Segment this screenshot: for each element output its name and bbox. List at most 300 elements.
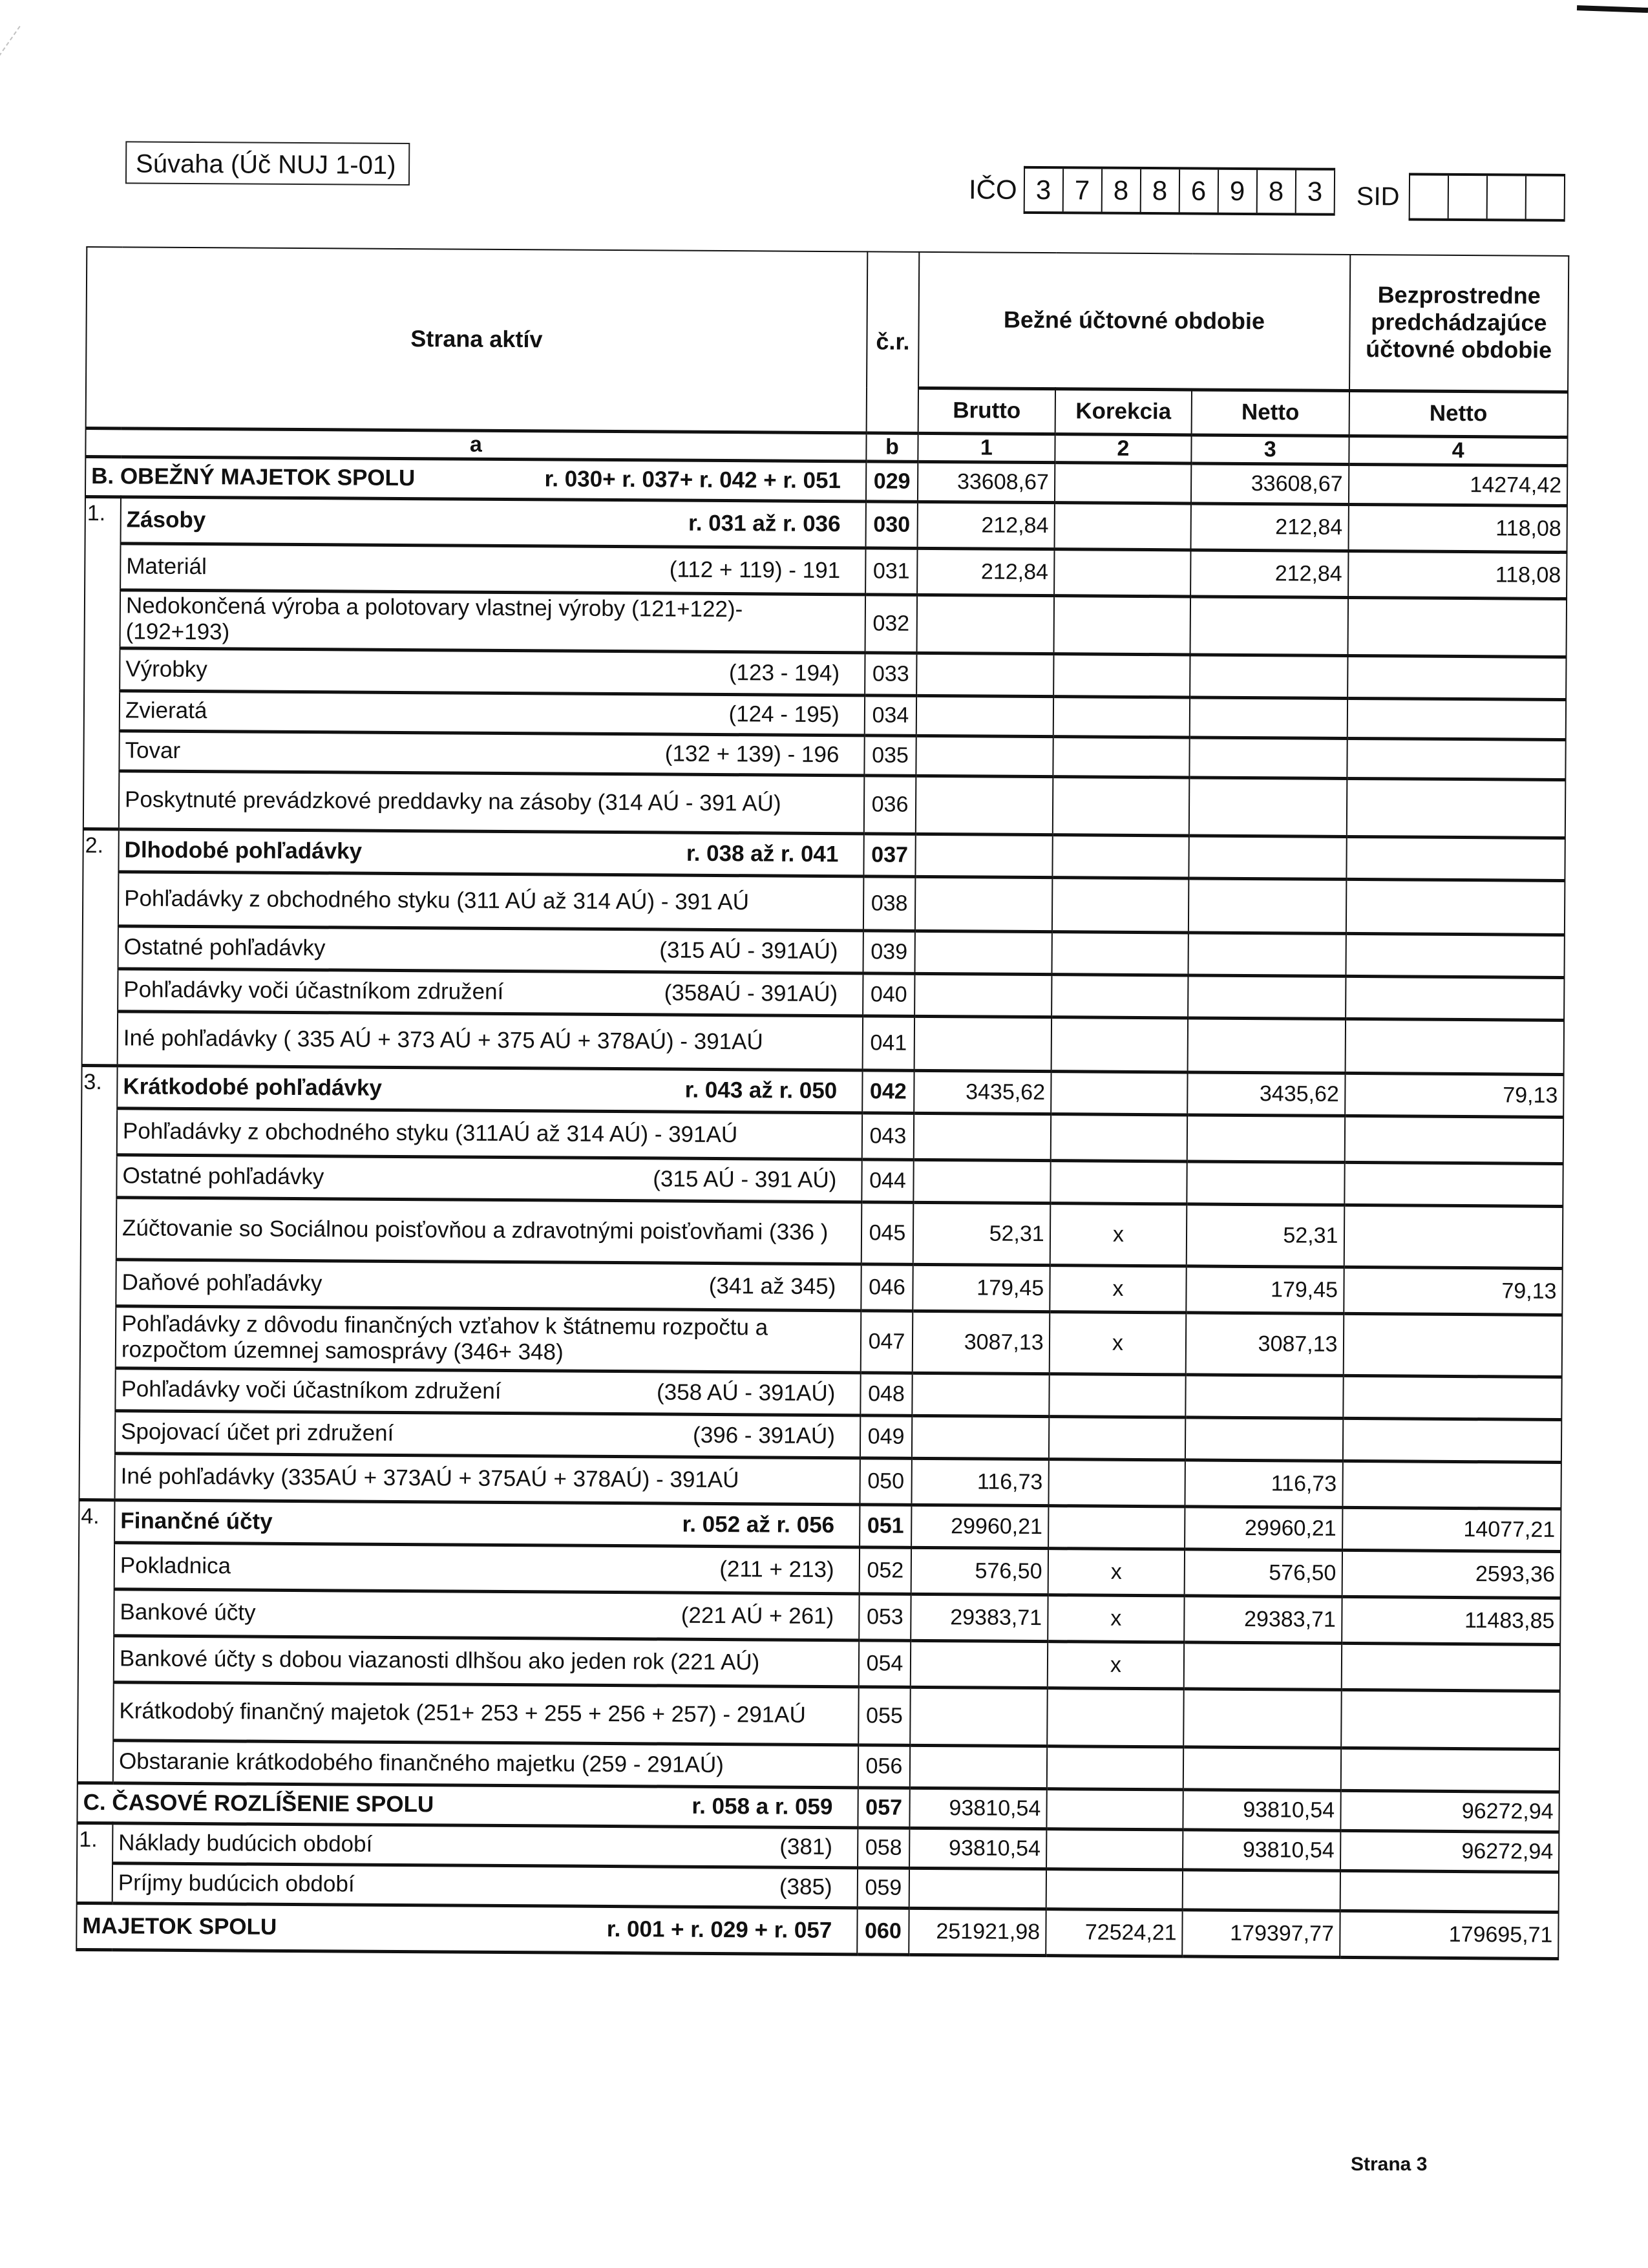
value-netto-prev[interactable]	[1346, 879, 1565, 935]
value-brutto[interactable]: 52,31	[913, 1202, 1050, 1265]
row-label: Nedokončená výroba a polotovary vlastnej výroby (121+122)-(192+193)	[126, 593, 832, 649]
value-korekcia[interactable]	[1050, 1114, 1187, 1161]
value-netto-prev[interactable]: 2593,36	[1342, 1550, 1561, 1598]
row-label: Daňové pohľadávky	[121, 1269, 701, 1298]
ico-digit: 3	[1296, 170, 1335, 213]
row-label-cell	[76, 1903, 857, 1954]
row-label-cell	[120, 589, 865, 652]
ico-field	[969, 165, 1335, 215]
ico-digit: 3	[1024, 169, 1063, 211]
value-brutto[interactable]	[916, 736, 1053, 776]
value-brutto[interactable]: 212,84	[918, 502, 1055, 549]
row-number: 039	[863, 930, 915, 973]
value-brutto[interactable]	[910, 1745, 1047, 1788]
value-netto[interactable]	[1188, 1017, 1346, 1072]
ico-digit: 8	[1102, 169, 1141, 212]
row-label-cell	[114, 1589, 859, 1640]
value-brutto[interactable]	[916, 653, 1053, 696]
value-korekcia[interactable]: x	[1048, 1595, 1185, 1642]
value-netto[interactable]	[1183, 1746, 1341, 1790]
value-korekcia[interactable]	[1051, 1017, 1188, 1072]
value-netto[interactable]	[1185, 1417, 1343, 1460]
row-formula: (358 AÚ - 391AÚ)	[649, 1379, 854, 1406]
section-number: 1.	[83, 496, 121, 829]
row-label-cell	[113, 1740, 858, 1787]
value-netto[interactable]: 29383,71	[1184, 1595, 1342, 1642]
row-label-cell	[120, 690, 865, 735]
value-korekcia[interactable]: x	[1048, 1548, 1185, 1595]
row-number: 032	[865, 594, 917, 652]
row-formula: (315 AÚ - 391AÚ)	[651, 937, 857, 964]
section-number: 3.	[79, 1065, 117, 1500]
value-korekcia[interactable]	[1054, 549, 1191, 596]
row-formula: (211 + 213)	[712, 1556, 854, 1583]
value-netto-prev[interactable]: 118,08	[1348, 504, 1567, 552]
header-letter-a: a	[85, 428, 866, 461]
row-label: B. OBEŽNÝ MAJETOK SPOLU	[91, 463, 537, 492]
value-korekcia[interactable]	[1053, 736, 1190, 777]
header-letter-b: b	[866, 432, 918, 461]
value-korekcia[interactable]: x	[1050, 1203, 1187, 1266]
header-col-4: 4	[1349, 436, 1568, 465]
row-label: Zásoby	[127, 507, 681, 536]
value-korekcia[interactable]: 72524,21	[1046, 1909, 1183, 1956]
row-number: 037	[863, 833, 916, 876]
row-label-cell	[117, 1065, 862, 1112]
row-formula: r. 058 a r. 059	[684, 1794, 852, 1821]
value-netto-prev[interactable]	[1347, 655, 1567, 699]
row-label-cell	[113, 1682, 858, 1744]
value-netto[interactable]: 3435,62	[1187, 1072, 1345, 1115]
row-label-cell	[118, 871, 863, 930]
value-netto-prev[interactable]	[1344, 1162, 1563, 1206]
row-formula: r. 043 až r. 050	[677, 1077, 857, 1105]
row-formula: r. 030+ r. 037+ r. 042 + r. 051	[536, 466, 860, 494]
row-formula: (132 + 139) - 196	[657, 741, 859, 768]
row-number: 052	[859, 1547, 911, 1593]
value-brutto[interactable]	[913, 1373, 1050, 1416]
row-label: Pokladnica	[120, 1553, 712, 1582]
value-netto[interactable]: 116,73	[1185, 1459, 1343, 1507]
value-netto[interactable]: 3087,13	[1186, 1312, 1344, 1375]
value-netto-prev[interactable]	[1346, 836, 1565, 880]
table-row	[80, 1306, 1563, 1377]
value-netto[interactable]: 212,84	[1190, 549, 1348, 597]
row-label: Pohľadávky z dôvodu finančných vzťahov k štátnemu rozpočtu a rozpočtom územnej samosprávy (346+ 348)	[121, 1311, 828, 1367]
value-korekcia[interactable]	[1046, 1828, 1183, 1869]
row-number: 033	[865, 652, 917, 695]
row-label: Výrobky	[125, 656, 721, 686]
value-korekcia[interactable]	[1055, 462, 1192, 503]
value-netto[interactable]	[1187, 1114, 1345, 1161]
header-col-2: 2	[1055, 434, 1192, 463]
row-formula: (221 AÚ + 261)	[673, 1603, 854, 1630]
row-label-cell	[118, 926, 863, 973]
row-label: Tovar	[125, 737, 657, 767]
row-number: 029	[866, 461, 918, 501]
value-korekcia[interactable]: x	[1050, 1265, 1187, 1312]
row-label-cell	[115, 1368, 860, 1415]
row-number: 058	[858, 1827, 910, 1867]
value-korekcia[interactable]	[1046, 1869, 1183, 1909]
sid-digit	[1448, 176, 1487, 218]
section-number: 2.	[82, 829, 119, 1065]
value-netto[interactable]: 93810,54	[1183, 1789, 1341, 1830]
value-netto-prev[interactable]	[1347, 698, 1566, 739]
table-row	[79, 1453, 1561, 1509]
value-korekcia[interactable]	[1054, 502, 1191, 549]
value-netto-prev[interactable]	[1346, 976, 1565, 1020]
header-col-1: 1	[918, 433, 1055, 462]
ico-digit: 6	[1179, 169, 1218, 212]
table-row	[78, 1589, 1560, 1644]
value-netto-prev[interactable]: 11483,85	[1342, 1596, 1561, 1644]
header-previous-period: Bezprostredne predchádzajúce účtovné obdobie	[1349, 255, 1569, 392]
row-number: 059	[857, 1867, 909, 1907]
value-brutto[interactable]	[910, 1687, 1047, 1746]
value-brutto[interactable]: 33608,67	[918, 461, 1055, 502]
row-formula: (112 + 119) - 191	[662, 556, 860, 584]
row-formula: r. 001 + r. 029 + r. 057	[599, 1916, 852, 1944]
table-row	[81, 1197, 1563, 1268]
value-netto-prev[interactable]: 14274,42	[1348, 464, 1567, 505]
value-netto[interactable]	[1188, 878, 1346, 933]
sid-digit-boxes	[1408, 173, 1565, 221]
value-brutto[interactable]: 3435,62	[914, 1070, 1051, 1114]
row-label: Finančné účty	[120, 1508, 675, 1537]
form-title: Súvaha (Úč NUJ 1-01)	[125, 141, 410, 185]
value-netto-prev[interactable]	[1341, 1643, 1560, 1691]
value-korekcia[interactable]	[1046, 1746, 1183, 1789]
value-netto[interactable]	[1188, 932, 1346, 975]
row-label-cell	[120, 543, 865, 594]
row-label: Dlhodobé pohľadávky	[124, 837, 679, 866]
row-label-cell	[85, 456, 866, 501]
value-netto-prev[interactable]	[1346, 778, 1565, 838]
row-formula: r. 038 až r. 041	[679, 841, 858, 868]
row-label-cell	[120, 648, 865, 695]
row-label: Obstaranie krátkodobého finančného majetku (259 - 291AÚ)	[119, 1748, 825, 1779]
value-korekcia[interactable]	[1050, 1160, 1187, 1203]
sid-digit	[1410, 176, 1448, 218]
table-row	[81, 1108, 1563, 1163]
value-netto-prev[interactable]: 14077,21	[1342, 1507, 1561, 1551]
row-formula: (358AÚ - 391AÚ)	[657, 980, 858, 1007]
row-label: Ostatné pohľadávky	[124, 934, 652, 963]
row-label-cell	[114, 1453, 860, 1504]
value-netto-prev[interactable]	[1346, 933, 1565, 977]
ico-label: IČO	[969, 174, 1017, 205]
value-netto[interactable]	[1189, 835, 1347, 878]
row-formula: (396 - 391AÚ)	[685, 1423, 854, 1450]
value-netto[interactable]	[1189, 777, 1347, 836]
table-row	[85, 496, 1567, 552]
row-number: 055	[858, 1686, 911, 1744]
value-brutto[interactable]	[914, 1160, 1051, 1203]
ico-digit: 8	[1257, 170, 1296, 213]
value-netto-prev[interactable]	[1347, 738, 1566, 779]
value-brutto[interactable]	[909, 1868, 1046, 1909]
row-label-cell	[118, 968, 863, 1015]
value-netto-prev[interactable]: 96272,94	[1340, 1830, 1559, 1872]
row-number: 050	[860, 1457, 912, 1504]
value-brutto[interactable]: 576,50	[911, 1547, 1048, 1595]
value-korekcia[interactable]	[1052, 834, 1189, 878]
value-korekcia[interactable]	[1051, 931, 1188, 975]
row-label: Náklady budúcich období	[118, 1830, 772, 1860]
value-korekcia[interactable]	[1053, 595, 1190, 654]
value-brutto[interactable]	[914, 973, 1051, 1017]
value-brutto[interactable]: 3087,13	[913, 1311, 1050, 1373]
row-formula: (381)	[772, 1834, 852, 1861]
row-label-cell	[116, 1259, 861, 1310]
header-netto: Netto	[1192, 389, 1349, 435]
header-brutto: Brutto	[918, 388, 1055, 434]
row-label-cell	[115, 1410, 860, 1457]
value-brutto[interactable]	[916, 834, 1053, 877]
value-brutto[interactable]: 212,84	[917, 548, 1054, 595]
row-label: Ostatné pohľadávky	[122, 1163, 645, 1192]
row-label: Zúčtovanie so Sociálnou poisťovňou a zdravotnými poisťovňami (336 )	[122, 1215, 829, 1245]
row-label: Bankové účty s dobou viazanosti dlhšou ako jeden rok (221 AÚ)	[120, 1646, 826, 1676]
value-brutto[interactable]	[914, 1016, 1051, 1071]
row-number: 047	[861, 1310, 913, 1372]
value-netto[interactable]	[1184, 1642, 1342, 1689]
value-netto[interactable]	[1190, 596, 1348, 655]
value-netto-prev[interactable]	[1347, 597, 1567, 657]
value-netto-prev[interactable]	[1342, 1418, 1561, 1462]
row-number: 031	[865, 547, 918, 594]
table-row	[76, 1903, 1558, 1958]
row-label-cell	[112, 1863, 858, 1907]
value-brutto[interactable]: 179,45	[913, 1264, 1050, 1311]
section-number: 4.	[78, 1500, 115, 1783]
row-label-cell	[77, 1783, 858, 1827]
value-netto[interactable]	[1190, 737, 1347, 778]
row-label-cell	[116, 1306, 861, 1372]
row-number: 046	[861, 1264, 913, 1310]
row-label: Materiál	[126, 553, 662, 582]
value-netto[interactable]: 29960,21	[1185, 1506, 1342, 1549]
value-korekcia[interactable]	[1046, 1788, 1183, 1829]
value-netto[interactable]: 179397,77	[1182, 1909, 1340, 1956]
value-netto[interactable]: 52,31	[1187, 1203, 1344, 1266]
table-row	[83, 770, 1566, 838]
table-row	[82, 1011, 1564, 1074]
row-number: 034	[865, 695, 917, 735]
value-brutto[interactable]	[915, 931, 1052, 974]
row-label: Bankové účty	[120, 1599, 673, 1628]
sid-label: SID	[1357, 182, 1400, 211]
row-label: Pohľadávky z obchodného styku (311 AÚ až 314 AÚ) - 391 AÚ	[124, 885, 830, 916]
value-brutto[interactable]	[915, 876, 1052, 931]
table-row	[78, 1682, 1560, 1749]
row-label: Pohľadávky voči účastníkom združení	[123, 977, 657, 1006]
value-brutto[interactable]	[911, 1640, 1048, 1688]
row-number: 035	[864, 735, 916, 775]
row-label-cell	[114, 1635, 859, 1686]
value-korekcia[interactable]	[1048, 1505, 1185, 1549]
value-netto-prev[interactable]: 118,08	[1348, 551, 1567, 599]
value-brutto[interactable]: 116,73	[912, 1458, 1049, 1505]
row-number: 048	[860, 1372, 913, 1415]
row-formula: (124 - 195)	[721, 701, 858, 728]
row-formula: r. 031 až r. 036	[681, 511, 860, 538]
page-number: Strana 3	[1351, 2154, 1427, 2176]
row-number: 060	[857, 1907, 909, 1954]
value-netto-prev[interactable]	[1343, 1313, 1562, 1377]
value-korekcia[interactable]	[1049, 1373, 1186, 1417]
header-netto-prev: Netto	[1349, 390, 1568, 437]
row-number: 030	[865, 501, 918, 547]
value-brutto[interactable]: 29960,21	[911, 1505, 1048, 1548]
value-netto[interactable]: 576,50	[1185, 1549, 1342, 1596]
row-label: Iné pohľadávky ( 335 AÚ + 373 AÚ + 375 AÚ + 378AÚ) - 391AÚ	[123, 1025, 830, 1055]
value-netto-prev[interactable]	[1344, 1205, 1563, 1268]
value-brutto[interactable]: 93810,54	[909, 1828, 1046, 1869]
row-number: 049	[860, 1415, 913, 1457]
value-netto[interactable]	[1188, 975, 1346, 1018]
value-netto-prev[interactable]	[1341, 1690, 1560, 1749]
row-label: Poskytnuté prevádzkové preddavky na zásoby (314 AÚ - 391 AÚ)	[125, 787, 831, 817]
header-korekcia: Korekcia	[1055, 388, 1192, 434]
table-row	[85, 589, 1567, 657]
table-row	[83, 871, 1565, 935]
value-brutto[interactable]: 251921,98	[909, 1908, 1046, 1955]
row-formula: (341 až 345)	[701, 1273, 856, 1300]
row-label-cell	[116, 1154, 861, 1202]
value-brutto[interactable]	[917, 595, 1054, 653]
value-brutto[interactable]	[916, 776, 1053, 834]
header-col-3: 3	[1192, 434, 1349, 463]
row-number: 040	[863, 973, 915, 1015]
value-korekcia[interactable]	[1047, 1688, 1184, 1746]
row-label-cell	[116, 1197, 861, 1264]
value-netto-prev[interactable]: 179695,71	[1340, 1911, 1559, 1958]
row-label: Spojovací účet pri združení	[121, 1419, 685, 1448]
row-label-cell	[112, 1823, 858, 1867]
value-korekcia[interactable]	[1051, 1071, 1188, 1114]
value-netto-prev[interactable]	[1340, 1871, 1559, 1912]
table-body	[76, 456, 1567, 1958]
value-korekcia[interactable]	[1048, 1459, 1185, 1506]
value-netto[interactable]	[1183, 1869, 1340, 1910]
row-label-cell	[119, 770, 864, 833]
row-label: C. ČASOVÉ ROZLÍŠENIE SPOLU	[83, 1790, 684, 1819]
row-number: 056	[858, 1744, 911, 1787]
value-netto[interactable]	[1190, 654, 1347, 697]
value-netto-prev[interactable]: 79,13	[1345, 1073, 1564, 1117]
row-label: Krátkodobý finančný majetok (251+ 253 + 255 + 256 + 257) - 291AÚ	[119, 1698, 825, 1728]
row-number: 038	[863, 876, 916, 930]
value-brutto[interactable]	[912, 1415, 1049, 1459]
ico-digit-boxes	[1023, 166, 1335, 216]
value-netto[interactable]: 212,84	[1191, 503, 1349, 550]
table-row	[78, 1635, 1560, 1691]
row-formula: r. 052 až r. 056	[674, 1512, 854, 1539]
value-korekcia[interactable]	[1051, 974, 1188, 1017]
section-number: 1.	[77, 1823, 113, 1903]
value-brutto[interactable]	[914, 1113, 1051, 1160]
value-korekcia[interactable]	[1053, 653, 1190, 697]
row-number: 054	[859, 1640, 911, 1686]
value-brutto[interactable]: 29383,71	[911, 1594, 1048, 1641]
row-label: Zvieratá	[125, 697, 721, 727]
row-label-cell	[114, 1542, 860, 1593]
row-label: MAJETOK SPOLU	[82, 1913, 599, 1942]
row-label-cell	[118, 1011, 863, 1070]
sid-digit	[1487, 176, 1526, 218]
row-number: 057	[858, 1787, 910, 1827]
value-korekcia[interactable]	[1049, 1416, 1186, 1459]
sid-field	[1357, 173, 1565, 222]
value-netto-prev[interactable]	[1345, 1019, 1564, 1074]
row-label: Iné pohľadávky (335AÚ + 373AÚ + 375AÚ + 378AÚ) - 391AÚ	[121, 1463, 827, 1494]
sid-digit	[1526, 176, 1565, 219]
header-side: Strana aktív	[86, 247, 868, 432]
row-label: Pohľadávky voči účastníkom združení	[121, 1376, 649, 1405]
value-netto[interactable]	[1187, 1161, 1345, 1204]
row-number: 043	[862, 1112, 914, 1159]
table-row	[85, 543, 1567, 599]
value-netto-prev[interactable]	[1343, 1375, 1562, 1419]
value-korekcia[interactable]	[1053, 696, 1190, 737]
row-number: 036	[864, 775, 916, 833]
header-cr: č.r.	[866, 251, 919, 432]
row-label: Krátkodobé pohľadávky	[123, 1074, 677, 1103]
value-netto-prev[interactable]	[1344, 1116, 1563, 1163]
value-netto[interactable]	[1183, 1688, 1341, 1747]
row-number: 045	[861, 1202, 914, 1264]
row-label: Príjmy budúcich období	[118, 1870, 772, 1900]
value-netto-prev[interactable]: 96272,94	[1340, 1790, 1559, 1832]
row-label-cell	[119, 730, 864, 775]
value-brutto[interactable]: 93810,54	[910, 1788, 1047, 1828]
value-korekcia[interactable]	[1052, 877, 1189, 932]
row-label-cell	[117, 1108, 862, 1159]
value-netto-prev[interactable]	[1340, 1748, 1559, 1792]
row-label-cell	[114, 1500, 860, 1547]
value-netto[interactable]	[1186, 1374, 1344, 1417]
table-row	[79, 1542, 1561, 1598]
value-brutto[interactable]	[916, 695, 1053, 736]
ico-digit: 7	[1063, 169, 1102, 211]
ico-digit: 9	[1218, 170, 1257, 213]
row-label-cell	[118, 829, 863, 876]
value-korekcia[interactable]: x	[1049, 1311, 1186, 1374]
row-label-cell	[121, 496, 866, 547]
value-netto-prev[interactable]	[1342, 1461, 1561, 1509]
value-netto-prev[interactable]: 79,13	[1344, 1267, 1563, 1315]
row-number: 042	[862, 1070, 914, 1112]
value-netto[interactable]	[1190, 697, 1347, 737]
value-netto[interactable]: 33608,67	[1191, 463, 1349, 503]
row-number: 041	[862, 1015, 914, 1070]
value-korekcia[interactable]: x	[1047, 1641, 1184, 1688]
row-formula: (123 - 194)	[721, 660, 859, 686]
row-label: Pohľadávky z obchodného styku (311AÚ až 314 AÚ) - 391AÚ	[123, 1118, 829, 1149]
row-number: 053	[859, 1593, 911, 1640]
value-netto[interactable]: 93810,54	[1183, 1829, 1340, 1870]
ico-digit: 8	[1141, 169, 1179, 212]
row-number: 051	[860, 1504, 912, 1547]
row-number: 044	[861, 1159, 914, 1202]
balance-sheet-table	[76, 246, 1569, 1960]
value-netto[interactable]: 179,45	[1187, 1266, 1344, 1313]
value-korekcia[interactable]	[1053, 776, 1190, 835]
row-formula: (385)	[772, 1874, 852, 1901]
header-current-period: Bežné účtovné obdobie	[918, 252, 1350, 390]
